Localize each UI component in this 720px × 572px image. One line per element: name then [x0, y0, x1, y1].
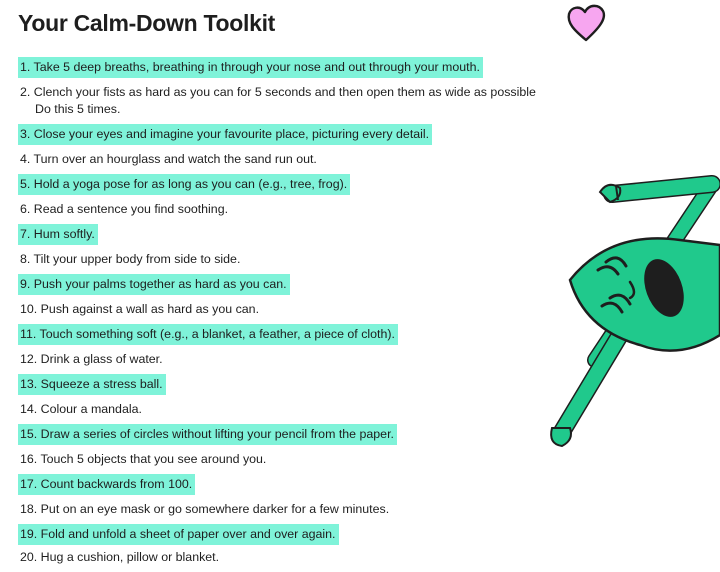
toolkit-item — [18, 224, 98, 245]
toolkit-item-text: 4. Turn over an hourglass and watch the sand run out. — [20, 152, 317, 166]
toolkit-item-text: 20. Hug a cushion, pillow or blanket. — [20, 550, 220, 564]
toolkit-item-text: 16. Touch 5 objects that you see around you. — [20, 452, 267, 466]
toolkit-item-text: 7. Hum softly. — [20, 227, 95, 241]
toolkit-item — [18, 174, 350, 195]
toolkit-item-text: 18. Put on an eye mask or go somewhere darker for a few minutes. — [20, 502, 390, 516]
heart-icon — [564, 2, 608, 49]
toolkit-item — [18, 424, 397, 445]
toolkit-item — [18, 499, 603, 520]
toolkit-item — [18, 549, 603, 568]
toolkit-item — [18, 524, 339, 545]
toolkit-item — [18, 399, 603, 420]
toolkit-item — [18, 124, 432, 145]
page-title: Your Calm-Down Toolkit — [18, 10, 276, 36]
toolkit-item — [18, 299, 603, 320]
toolkit-item-subtext: Do this 5 times. — [35, 102, 121, 116]
toolkit-item-text: 19. Fold and unfold a sheet of paper over and over again. — [20, 527, 336, 541]
toolkit-item-text: 13. Squeeze a stress ball. — [20, 377, 163, 391]
toolkit-item — [18, 374, 166, 395]
toolkit-item-text: 2. Clench your fists as hard as you can for 5 seconds and then open them as wide as possible — [20, 85, 536, 99]
toolkit-item-text: 17. Count backwards from 100. — [20, 477, 193, 491]
calm-character-illustration — [530, 170, 720, 465]
toolkit-item-text: 5. Hold a yoga pose for as long as you can (e.g., tree, frog). — [20, 177, 348, 191]
toolkit-item-text: 9. Push your palms together as hard as you can. — [20, 277, 287, 291]
toolkit-item-text: 8. Tilt your upper body from side to side. — [20, 252, 241, 266]
toolkit-item — [18, 149, 603, 170]
toolkit-item — [18, 57, 483, 78]
toolkit-item — [18, 349, 603, 370]
toolkit-item-text: 3. Close your eyes and imagine your favourite place, picturing every detail. — [20, 127, 430, 141]
toolkit-item — [18, 82, 603, 120]
toolkit-item-text: 11. Touch something soft (e.g., a blanket, a feather, a piece of cloth). — [20, 327, 395, 341]
toolkit-item — [18, 274, 290, 295]
toolkit-item — [18, 449, 603, 470]
toolkit-item-text: 1. Take 5 deep breaths, breathing in through your nose and out through your mouth. — [20, 60, 480, 74]
toolkit-item-text: 15. Draw a series of circles without lifting your pencil from the paper. — [20, 427, 394, 441]
toolkit-item-text: 10. Push against a wall as hard as you can. — [20, 302, 260, 316]
toolkit-item — [18, 324, 398, 345]
toolkit-item-text: 14. Colour a mandala. — [20, 402, 142, 416]
toolkit-item — [18, 249, 603, 270]
toolkit-list — [18, 57, 603, 572]
toolkit-item-text: 6. Read a sentence you find soothing. — [20, 202, 229, 216]
toolkit-item-text: 12. Drink a glass of water. — [20, 352, 163, 366]
toolkit-item — [18, 199, 603, 220]
toolkit-item — [18, 474, 195, 495]
